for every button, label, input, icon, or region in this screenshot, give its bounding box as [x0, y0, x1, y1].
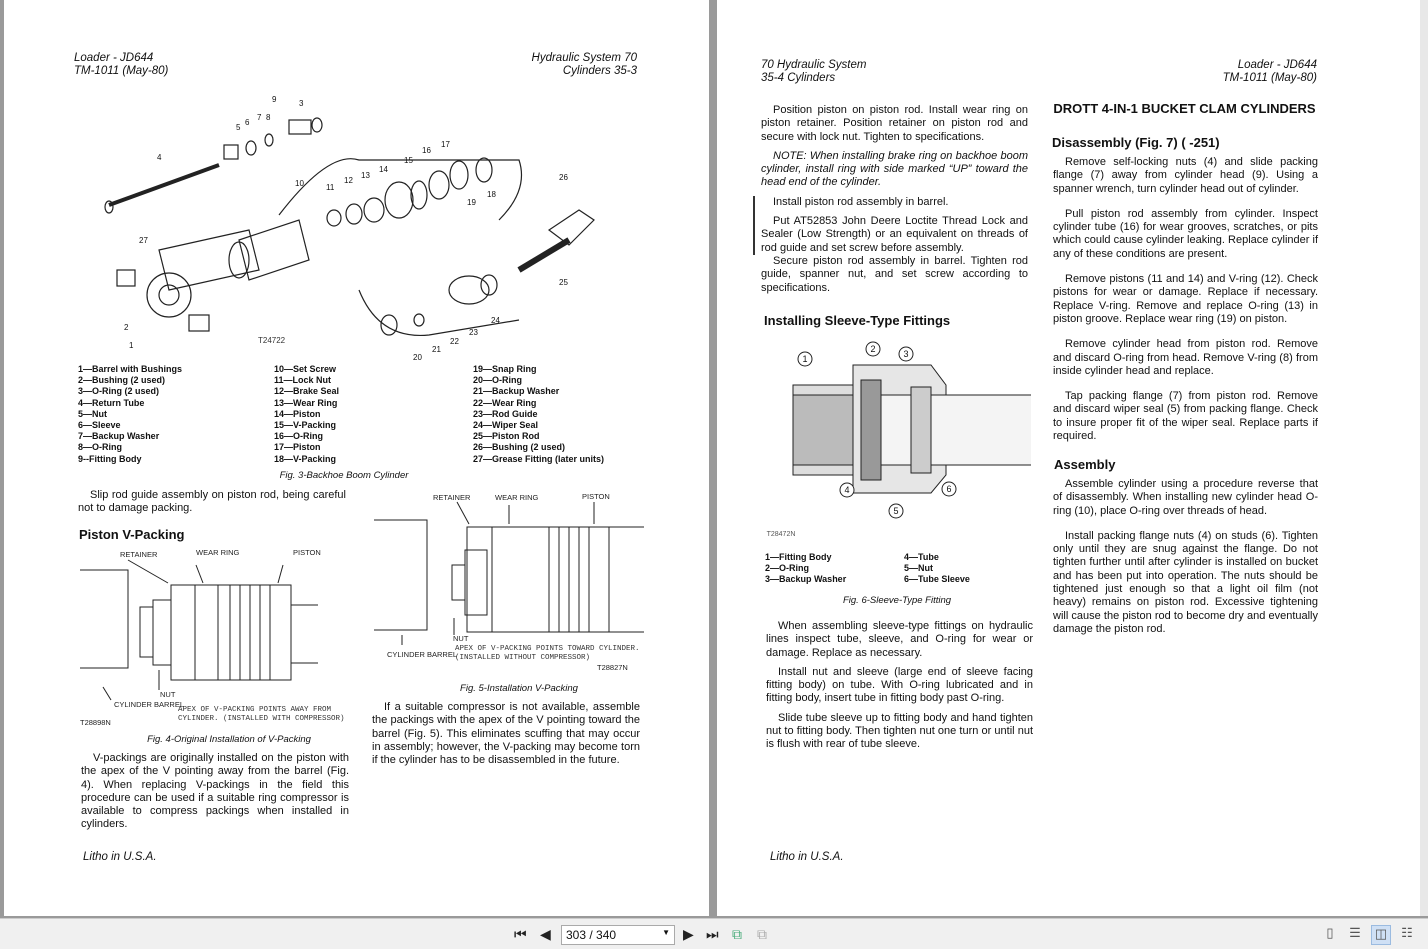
- fig5-caption: Fig. 5-Installation V-Packing: [460, 683, 578, 694]
- next-page-icon[interactable]: ▶: [683, 926, 694, 942]
- paragraph: Install nut and sleeve (large end of sleeve facing fitting body) on tube. With O-ring lubricated and in fitting body, insert tube in fitting body past O-ring.: [766, 665, 1033, 705]
- note-paragraph: NOTE: When installing brake ring on backhoe boom cylinder, install ring with side marked “UP” toward the head end of the cylinder.: [761, 149, 1028, 189]
- paragraph: When assembling sleeve-type fittings on hydraulic lines inspect tube, sleeve, and O-ring for wear or damage. Replace as necessary.: [766, 620, 1033, 659]
- legend-item: 11—Lock Nut: [274, 375, 332, 386]
- legend-item: 21—Backup Washer: [473, 386, 560, 397]
- legend-item: 19—Snap Ring: [473, 364, 537, 374]
- right-page: [717, 0, 1420, 916]
- callout: 5: [236, 123, 241, 132]
- callout: 19: [467, 198, 476, 207]
- header-line: 70 Hydraulic System: [761, 59, 867, 71]
- callout: 23: [469, 328, 478, 337]
- callout: 14: [379, 165, 388, 174]
- first-page-icon[interactable]: ⏮: [514, 926, 527, 942]
- legend-item: 1—Barrel with Bushings: [78, 364, 183, 374]
- heading-assembly: Assembly: [1054, 457, 1116, 472]
- header-line: 35-4 Cylinders: [761, 72, 836, 84]
- callout: 6: [245, 118, 250, 127]
- left-header-right: [532, 52, 637, 78]
- callout: 11: [326, 183, 335, 192]
- legend-item: 10—Set Screw: [274, 364, 337, 374]
- legend-item: 3—O-Ring (2 used): [78, 386, 160, 397]
- paragraph: Remove cylinder head from piston rod. Remove and discard O-ring from head. Remove V-ring (8) from inside cylinder head and replace.: [1053, 338, 1318, 377]
- legend-item: 26—Bushing (2 used): [473, 442, 566, 453]
- fig4-diagram: [78, 545, 353, 730]
- fig3-legend-col1: [78, 364, 268, 465]
- heading-disassembly: Disassembly (Fig. 7) ( -251): [1052, 135, 1220, 150]
- label-wear-ring: WEAR RING: [495, 493, 539, 502]
- header-line: TM-1011 (May-80): [74, 65, 169, 77]
- figure-code: T28827N: [597, 663, 628, 672]
- label-barrel: CYLINDER BARREL: [114, 700, 185, 709]
- callout: 1: [129, 341, 134, 350]
- header-line: Cylinders 35-3: [562, 65, 637, 77]
- header-line: Loader - JD644: [1237, 59, 1317, 71]
- paragraph: Remove pistons (11 and 14) and V-ring (12). Check pistons for wear or damage. Replace if necessary. Replace V-ring. Remove and replace O-ring (13) in piston groove. Replace wear ring (19) on piston.: [1053, 273, 1318, 325]
- legend-item: 12—Brake Seal: [274, 386, 340, 397]
- paragraph: Slide tube sleeve up to fitting body and hand tighten nut to fitting body. Then tighten nut one turn or until nut is flush with rear of tube sleeve.: [766, 711, 1033, 751]
- fig3-legend-col2: [274, 364, 464, 465]
- legend-item: 5—Nut: [78, 408, 107, 419]
- label-nut: NUT: [453, 634, 469, 643]
- figure-code: T28472N: [766, 531, 796, 538]
- page-number-input[interactable]: [561, 925, 675, 945]
- callout: 21: [432, 345, 441, 354]
- legend-item: 4—Return Tube: [78, 397, 145, 408]
- legend-item: 1—Fitting Body: [765, 552, 832, 562]
- left-footer: Litho in U.S.A.: [83, 851, 157, 863]
- go-back-view-icon[interactable]: ⧉: [732, 926, 742, 942]
- chevron-down-icon[interactable]: ▼: [662, 928, 670, 937]
- viewer-toolbar: [0, 918, 1428, 949]
- fig4-caption: Fig. 4-Original Installation of V-Packing: [147, 734, 311, 745]
- paragraph: Install piston rod assembly in barrel.: [773, 195, 949, 208]
- section-title: DROTT 4-IN-1 BUCKET CLAM CYLINDERS: [1053, 101, 1316, 116]
- legend-item: 4—Tube: [904, 552, 939, 562]
- callout: 22: [450, 337, 459, 346]
- header-line: Hydraulic System 70: [531, 52, 637, 64]
- page-number-value: 303 / 340: [566, 928, 617, 942]
- callout: 24: [491, 316, 500, 325]
- fig6-legend-col1: [765, 552, 905, 586]
- callout: 27: [139, 236, 148, 245]
- para-slip: Slip rod guide assembly on piston rod, being careful not to damage packing.: [78, 489, 346, 515]
- label-barrel: CYLINDER BARREL: [387, 650, 458, 659]
- disassembly-text: [1053, 156, 1318, 443]
- legend-item: 16—O-Ring: [274, 431, 324, 442]
- label-piston: PISTON: [582, 492, 610, 501]
- paragraph: Assemble cylinder using a procedure reverse that of disassembly. When installing new cylinder head O-ring (10), place O-ring over threads of head.: [1053, 478, 1318, 517]
- callout: 13: [361, 171, 370, 180]
- legend-item: 6—Tube Sleeve: [904, 574, 970, 585]
- single-page-view-icon[interactable]: ▯: [1326, 925, 1334, 940]
- callout: 20: [413, 353, 422, 362]
- fig3-legend-col3: [473, 364, 673, 465]
- legend-item: 17—Piston: [274, 442, 321, 453]
- paragraph: Install packing flange nuts (4) on studs (6). Tighten only until they are snug against the flange. Do not tighten further until after cylinder is installed on bucket and has been put into operation. The nuts should be tightened just enough so that a light oil film (not heavy) remains on piston rod. Excessive tightening will cause the piston rod to become dry and eventually damage the piston rod.: [1053, 529, 1318, 635]
- right-header-left: [761, 59, 866, 85]
- legend-item: 24—Wiper Seal: [473, 420, 538, 431]
- callout: 25: [559, 278, 568, 287]
- last-page-icon[interactable]: ⏭: [706, 926, 719, 942]
- callout: 3: [299, 99, 304, 108]
- left-page: [4, 0, 709, 916]
- legend-item: 3—Backup Washer: [765, 574, 847, 585]
- right-header-right: [1223, 59, 1317, 85]
- legend-item: 20—O-Ring: [473, 375, 523, 386]
- header-line: TM-1011 (May-80): [1222, 72, 1317, 84]
- assembly-text: [1053, 478, 1318, 636]
- callout: 3: [903, 349, 909, 359]
- callout: 2: [870, 344, 876, 354]
- legend-item: 18—V-Packing: [274, 453, 337, 464]
- callout: 4: [844, 485, 850, 495]
- facing-pages-view-icon[interactable]: ◫: [1371, 925, 1391, 945]
- fig4-note: APEX OF V-PACKING POINTS AWAY FROM CYLINDER. (INSTALLED WITH COMPRESSOR): [178, 706, 345, 723]
- callout: 26: [559, 173, 568, 182]
- callout: 16: [422, 146, 431, 155]
- callout: 15: [404, 156, 413, 165]
- callout: 9: [272, 95, 277, 104]
- callout: 2: [124, 323, 129, 332]
- callout: 12: [344, 176, 353, 185]
- callout: 10: [295, 179, 304, 188]
- paragraph: Position piston on piston rod. Install wear ring on piston retainer. Position retainer on piston rod and secure with lock nut. Tighten to specifications.: [761, 104, 1028, 143]
- legend-item: 27—Grease Fitting (later units): [473, 453, 605, 464]
- legend-item: 14—Piston: [274, 408, 321, 419]
- callout: 5: [893, 506, 899, 516]
- left-header-left: [74, 52, 168, 78]
- figure-code: T28898N: [80, 718, 111, 727]
- header-line: Loader - JD644: [74, 52, 154, 64]
- previous-page-icon[interactable]: ◀: [540, 926, 551, 942]
- paragraph: Secure piston rod assembly in barrel. Tighten rod guide, spanner nut, and set screw according to specifications.: [761, 254, 1028, 294]
- label-retainer: RETAINER: [433, 493, 471, 502]
- callout: 1: [802, 354, 808, 364]
- paragraph: Remove self-locking nuts (4) and slide packing flange (7) away from cylinder head (9). Using a spanner wrench, turn cylinder head out of cylinder.: [1053, 156, 1318, 195]
- fig6-diagram: [761, 335, 1031, 540]
- fig6-legend-col2: [904, 552, 1024, 586]
- legend-item: 2—Bushing (2 used): [78, 375, 166, 386]
- legend-item: 15—V-Packing: [274, 420, 337, 431]
- label-wear-ring: WEAR RING: [196, 548, 240, 557]
- legend-item: 6—Sleeve: [78, 420, 121, 431]
- para-vpackings: V-packings are originally installed on the piston with the apex of the V pointing away from the barrel (Fig. 4). When replacing V-packings in the field this procedure can be used if a suitable ring compressor is available to compress packings when installed in cylinders.: [81, 752, 349, 831]
- continuous-facing-view-icon[interactable]: ☷: [1401, 925, 1413, 940]
- fig3-code: T24722: [258, 336, 286, 345]
- go-forward-view-icon[interactable]: ⧉: [757, 926, 767, 942]
- callout: 7: [257, 113, 262, 122]
- legend-item: 8—O-Ring: [78, 442, 122, 453]
- sleeve-text: [766, 620, 1033, 752]
- legend-item: 22—Wear Ring: [473, 397, 537, 408]
- paragraph: Put AT52853 John Deere Loctite Thread Lock and Sealer (Low Strength) or an equivalent on threads of rod guide and set screw before assembly.: [761, 215, 1028, 254]
- callout: 4: [157, 153, 162, 162]
- right-footer: Litho in U.S.A.: [770, 851, 844, 863]
- fig5-note: APEX OF V-PACKING POINTS TOWARD CYLINDER. (INSTALLED WITHOUT COMPRESSOR): [455, 645, 640, 662]
- label-retainer: RETAINER: [120, 550, 158, 559]
- callout: 18: [487, 190, 496, 199]
- legend-item: 5—Nut: [904, 563, 933, 574]
- paragraph: Pull piston rod assembly from cylinder. Inspect cylinder tube (16) for wear grooves, scratches, or pits which could cause cylinder leaking. Replace cylinder if any of these conditions are present.: [1053, 207, 1318, 260]
- fig3-exploded-diagram: [99, 90, 629, 362]
- callout: 17: [441, 140, 450, 149]
- callout: 6: [946, 484, 952, 494]
- continuous-view-icon[interactable]: ☰: [1349, 925, 1361, 940]
- label-nut: NUT: [160, 690, 176, 699]
- legend-item: 23—Rod Guide: [473, 408, 538, 419]
- legend-item: 13—Wear Ring: [274, 397, 338, 408]
- legend-item: 2—O-Ring: [765, 563, 809, 574]
- heading-sleeve-fittings: Installing Sleeve-Type Fittings: [764, 313, 951, 328]
- fig6-caption: Fig. 6-Sleeve-Type Fitting: [842, 595, 952, 606]
- label-piston: PISTON: [293, 548, 321, 557]
- para-compressor: If a suitable compressor is not available, assemble the packings with the apex of the V pointing toward the barrel (Fig. 5). This eliminates scuffing that may occur in assembly; however, the V-packing may become torn if the cylinder has to be disassembled in the future.: [372, 701, 640, 767]
- heading-piston-v-packing: Piston V-Packing: [79, 527, 185, 542]
- fig3-caption: Fig. 3-Backhoe Boom Cylinder: [279, 470, 409, 481]
- legend-item: 9--Fitting Body: [78, 453, 142, 464]
- callout: 8: [266, 113, 271, 122]
- left-column-text: [761, 104, 1028, 295]
- legend-item: 25—Piston Rod: [473, 431, 540, 442]
- legend-item: 7—Backup Washer: [78, 431, 160, 442]
- vertical-scrollbar[interactable]: [1420, 0, 1428, 916]
- paragraph: Tap packing flange (7) from piston rod. Remove and discard wiper seal (5) from packing flange. Check to insure proper fit of the wiper seal. Replace parts if required.: [1053, 390, 1318, 443]
